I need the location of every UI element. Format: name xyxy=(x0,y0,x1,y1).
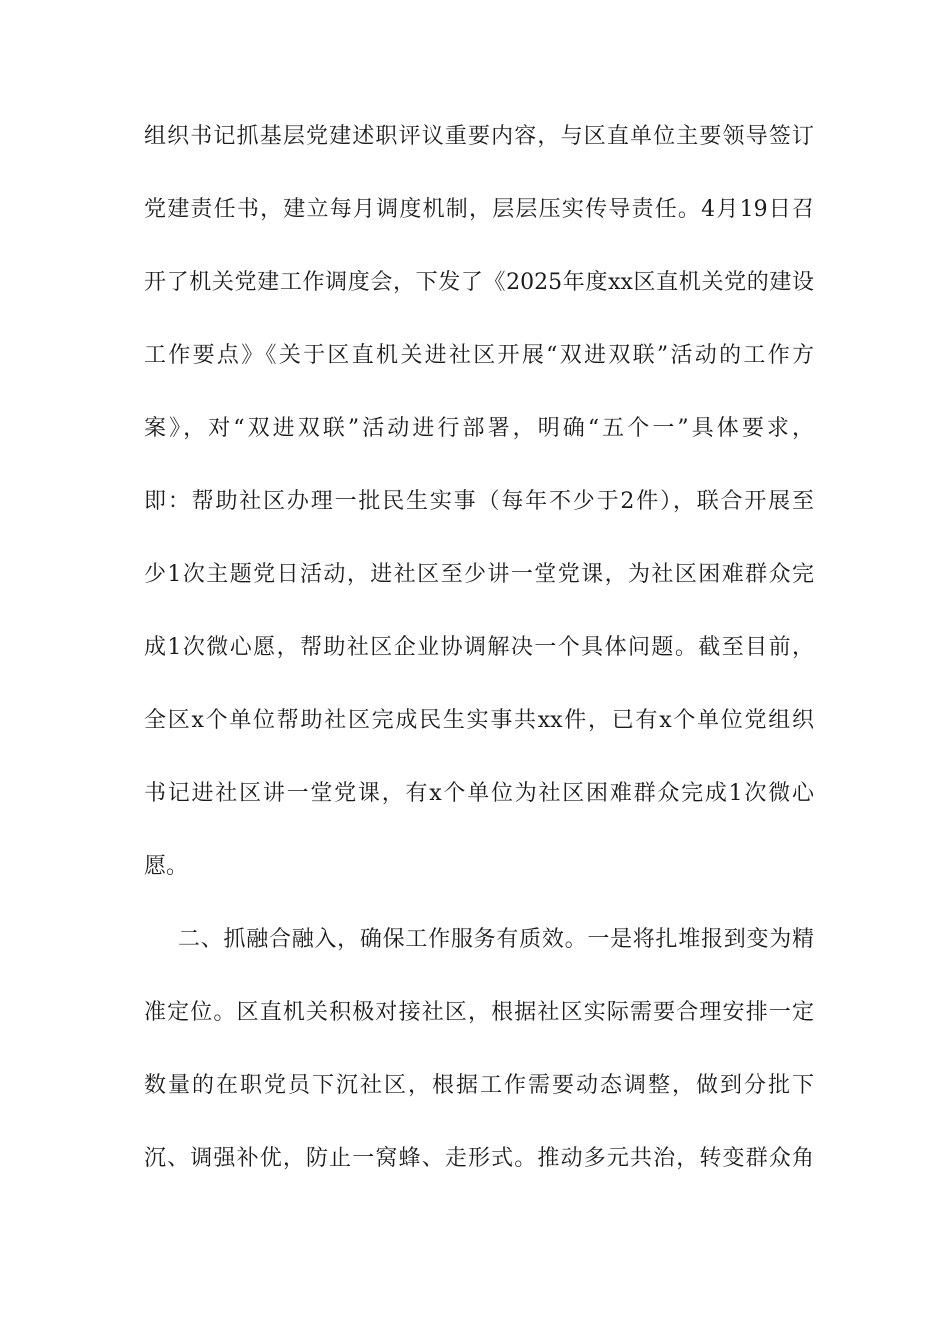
paragraph-line: 准定位。区直机关积极对接社区，根据社区实际需要合理安排一定 xyxy=(144,1000,814,1025)
paragraph-line: 书记进社区讲一堂党课，有x个单位为社区困难群众完成1次微心 xyxy=(144,781,814,806)
paragraph-line: 组织书记抓基层党建述职评议重要内容，与区直单位主要领导签订 xyxy=(144,124,814,149)
paragraph-line: 沉、调强补优，防止一窝蜂、走形式。推动多元共治，转变群众角 xyxy=(144,1146,814,1171)
section-heading-line: 二、抓融合融入，确保工作服务有质效。一是将扎堆报到变为精 xyxy=(178,927,814,952)
paragraph-line: 少1次主题党日活动，进社区至少讲一堂党课，为社区困难群众完 xyxy=(144,562,814,587)
paragraph-line: 开了机关党建工作调度会，下发了《2025年度xx区直机关党的建设 xyxy=(144,270,814,295)
paragraph-line: 数量的在职党员下沉社区，根据工作需要动态调整，做到分批下 xyxy=(144,1073,814,1098)
paragraph-line: 案》，对“双进双联”活动进行部署，明确“五个一”具体要求， xyxy=(144,416,814,441)
paragraph-line: 全区x个单位帮助社区完成民生实事共xx件，已有x个单位党组织 xyxy=(144,708,814,733)
paragraph-line: 愿。 xyxy=(144,854,189,879)
paragraph-line: 成1次微心愿，帮助社区企业协调解决一个具体问题。截至目前， xyxy=(144,635,814,660)
paragraph-line: 工作要点》《关于区直机关进社区开展“双进双联”活动的工作方 xyxy=(144,343,814,368)
paragraph-line: 即：帮助社区办理一批民生实事（每年不少于2件），联合开展至 xyxy=(144,489,814,514)
paragraph-line: 党建责任书，建立每月调度机制，层层压实传导责任。4月19日召 xyxy=(144,197,814,222)
